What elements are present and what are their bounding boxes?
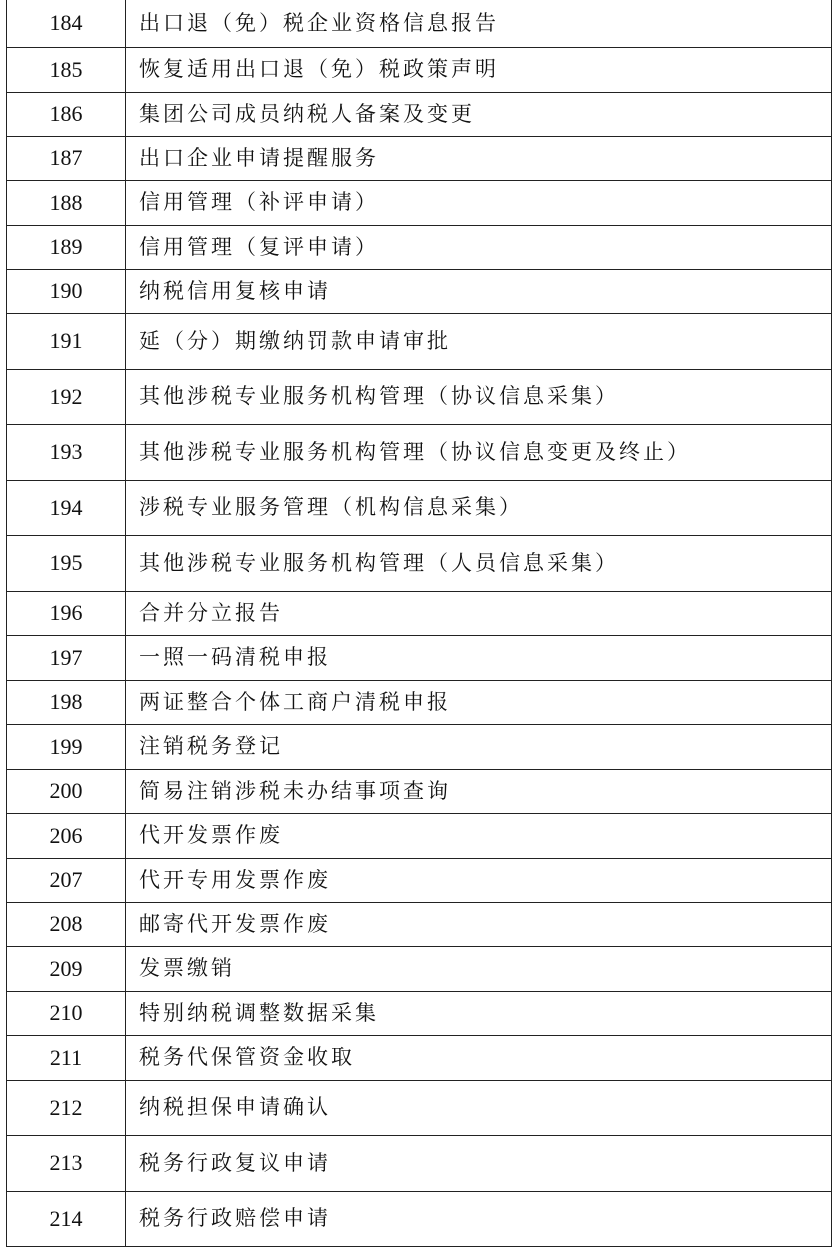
- row-number: 208: [7, 902, 126, 946]
- row-number: 196: [7, 591, 126, 635]
- table-row: [7, 858, 832, 902]
- service-name: 代开发票作废: [126, 813, 832, 858]
- service-name: 恢复适用出口退（免）税政策声明: [126, 47, 832, 92]
- service-name: 特别纳税调整数据采集: [126, 991, 832, 1035]
- table-row: [7, 1035, 832, 1080]
- table-row: [7, 724, 832, 769]
- table-row: [7, 813, 832, 858]
- service-name: 税务行政复议申请: [126, 1135, 832, 1191]
- service-name: 税务行政赔偿申请: [126, 1191, 832, 1246]
- service-name: 税务代保管资金收取: [126, 1035, 832, 1080]
- row-number: 191: [7, 313, 126, 369]
- table-row: [7, 991, 832, 1035]
- row-number: 198: [7, 680, 126, 724]
- table-row: [7, 92, 832, 136]
- service-name: 简易注销涉税未办结事项查询: [126, 769, 832, 813]
- table-row: [7, 1080, 832, 1135]
- service-name: 其他涉税专业服务机构管理（协议信息采集）: [126, 369, 832, 424]
- row-number: 185: [7, 47, 126, 92]
- service-name: 信用管理（补评申请）: [126, 180, 832, 225]
- table-row: [7, 535, 832, 591]
- row-number: 213: [7, 1135, 126, 1191]
- row-number: 200: [7, 769, 126, 813]
- table-row: [7, 635, 832, 680]
- row-number: 211: [7, 1035, 126, 1080]
- service-name: 信用管理（复评申请）: [126, 225, 832, 269]
- service-name: 合并分立报告: [126, 591, 832, 635]
- table-row: [7, 136, 832, 180]
- row-number: 184: [7, 0, 126, 47]
- table-row: [7, 180, 832, 225]
- row-number: 207: [7, 858, 126, 902]
- row-number: 199: [7, 724, 126, 769]
- row-number: 193: [7, 424, 126, 480]
- table-row: [7, 1191, 832, 1246]
- table-row: [7, 591, 832, 635]
- service-list-sheet: [6, 0, 832, 1247]
- row-number: 210: [7, 991, 126, 1035]
- table-row: [7, 225, 832, 269]
- service-name: 代开专用发票作废: [126, 858, 832, 902]
- service-name: 注销税务登记: [126, 724, 832, 769]
- table-row: [7, 480, 832, 535]
- service-table: [6, 0, 832, 1247]
- row-number: 206: [7, 813, 126, 858]
- row-number: 214: [7, 1191, 126, 1246]
- table-row: [7, 269, 832, 313]
- row-number: 186: [7, 92, 126, 136]
- service-name: 延（分）期缴纳罚款申请审批: [126, 313, 832, 369]
- service-name: 出口企业申请提醒服务: [126, 136, 832, 180]
- row-number: 190: [7, 269, 126, 313]
- row-number: 194: [7, 480, 126, 535]
- service-name: 邮寄代开发票作废: [126, 902, 832, 946]
- service-name: 集团公司成员纳税人备案及变更: [126, 92, 832, 136]
- row-number: 189: [7, 225, 126, 269]
- service-name: 涉税专业服务管理（机构信息采集）: [126, 480, 832, 535]
- service-name: 纳税信用复核申请: [126, 269, 832, 313]
- table-row: [7, 313, 832, 369]
- row-number: 212: [7, 1080, 126, 1135]
- row-number: 197: [7, 635, 126, 680]
- service-name: 一照一码清税申报: [126, 635, 832, 680]
- table-row: [7, 902, 832, 946]
- table-row: [7, 946, 832, 991]
- row-number: 192: [7, 369, 126, 424]
- service-name: 发票缴销: [126, 946, 832, 991]
- table-row: [7, 47, 832, 92]
- table-row: [7, 424, 832, 480]
- table-row: [7, 769, 832, 813]
- row-number: 209: [7, 946, 126, 991]
- service-name: 两证整合个体工商户清税申报: [126, 680, 832, 724]
- service-name: 其他涉税专业服务机构管理（协议信息变更及终止）: [126, 424, 832, 480]
- service-name: 纳税担保申请确认: [126, 1080, 832, 1135]
- row-number: 195: [7, 535, 126, 591]
- service-name: 出口退（免）税企业资格信息报告: [126, 0, 832, 47]
- table-row: [7, 680, 832, 724]
- table-row: [7, 0, 832, 47]
- row-number: 187: [7, 136, 126, 180]
- service-name: 其他涉税专业服务机构管理（人员信息采集）: [126, 535, 832, 591]
- table-row: [7, 1135, 832, 1191]
- row-number: 188: [7, 180, 126, 225]
- table-row: [7, 369, 832, 424]
